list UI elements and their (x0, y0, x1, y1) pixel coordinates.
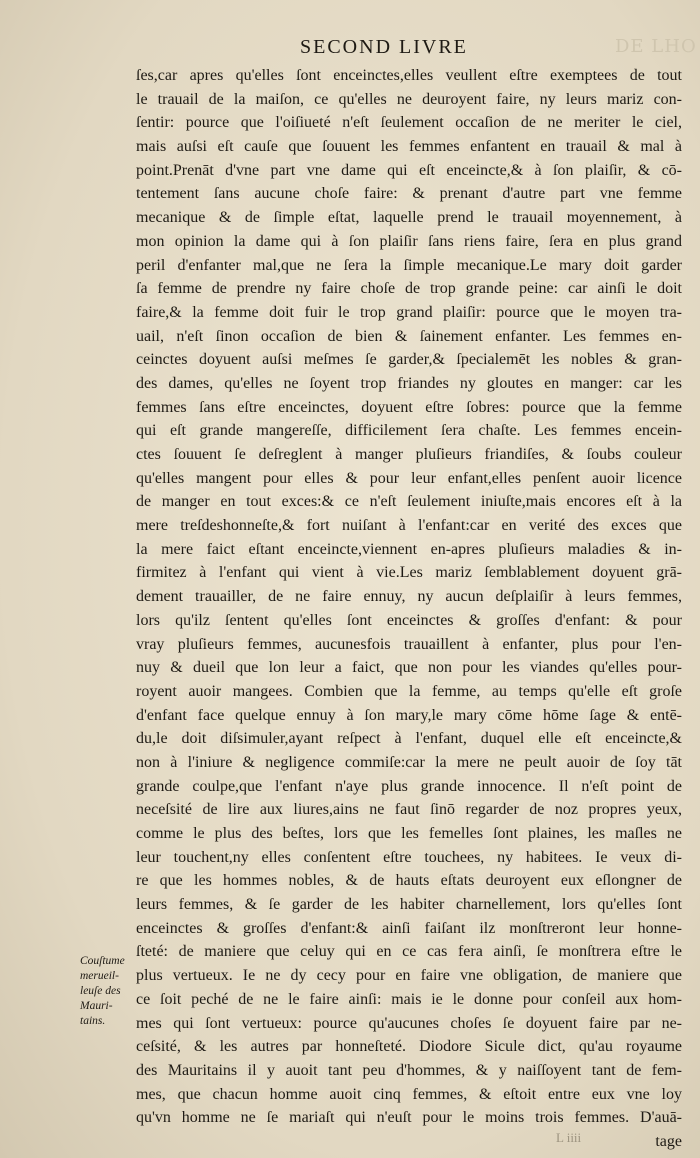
text-line: femmes ſans eſtre enceinctes, doyuent eſtre ſobres: pource que la femme (136, 398, 682, 416)
text-line: grande coulpe,que l'enfant n'aye plus grande innocence. Il n'eſt point de (136, 777, 682, 795)
text-line: peril d'enfanter mal,que ne ſera la ſimple mecanique.Le mary doit garder (136, 256, 682, 274)
text-line: la mere faict eſtant enceincte,viennent en-apres pluſieurs maladies & in- (136, 540, 682, 558)
text-line: royent auoir mangees. Combien que la femme, au temps qu'elle eſt groſe (136, 682, 682, 700)
text-line: qui eſt grande mangereſſe, difficilement ſera chaſte. Les femmes encein- (136, 422, 682, 440)
text-line: ſa femme de prendre ny faire choſe de trop grande peine: car ainſi le doit (136, 280, 682, 298)
text-line: neceſsité de lire aux liures,ains ne faut ſinō regarder de noz propres yeux, (136, 801, 682, 819)
running-title: SECOND LIVRE (300, 36, 468, 58)
text-line: leurs femmes, & ſe garder de les habiter charnellement, lors qu'elles ſont (136, 896, 682, 914)
text-line: de manger en tout exces:& ce n'eſt ſeulement iniuſte,mais encores eſt à la (136, 493, 682, 511)
text-line: ctes ſouuent ſe deſreglent à manger pluſieurs friandiſes, & ſoubs couleur (136, 446, 682, 463)
text-line: vray pluſieurs femmes, aucunesfois trauaillent à enfanter, plus pour l'en- (136, 635, 682, 653)
text-line: comme le plus des beſtes, lors que les femelles ſont plaines, les maſles ne (136, 825, 682, 842)
signature-mark: L iiii (556, 1130, 582, 1145)
text-line: non à l'iniure & negligence commiſe:car la mere ne peult auoir de ſoy tāt (136, 753, 682, 771)
text-line: leur touchent,ny elles conſentent eſtre touchees, ny habitees. Ie veux di- (136, 848, 682, 866)
text-line: d'enfant face quelque ennuy à ſon mary,le mary cōme hōme ſage & entē- (136, 706, 682, 724)
margin-note-line: Couſtume (80, 955, 125, 967)
text-line: enceinctes & groſſes d'enfant:& ainſi faiſant ilz monſtreront leur honne- (136, 919, 682, 937)
text-line: dement trauailler, de ne faire ennuy, ny aucun deſplaiſir à leurs femmes, (136, 588, 682, 606)
text-line: mecanique & de ſimple eſtat, laquelle prend le trauail moyennement, à (136, 209, 682, 227)
text-line: plus vertueux. Ie ne dy cecy pour en faire vne obligation, de maniere que (136, 967, 682, 985)
text-line: point.Prenāt d'vne part vne dame qui eſt enceincte,& à ſon plaiſir, & cō- (136, 161, 682, 179)
text-line: re que les hommes nobles, & de hauts eſtats deuroyent eux eſlongner de (136, 872, 682, 890)
text-line: ceinctes doyuent auſsi meſmes ſe garder,& ſpecialemēt les nobles & gran- (136, 351, 682, 369)
text-line: faire,& la femme doit fuir le trop grand plaiſir: pource que le moyen tra- (136, 303, 682, 321)
margin-note-line: Mauri- (80, 1000, 113, 1012)
text-line: mais auſsi eſt cauſe que ſouuent les femmes enfantent en trauail & mal à (136, 138, 682, 156)
text-line: nuy & dueil que lon leur a faict, que non pour les viandes qu'elles pour- (136, 659, 682, 677)
text-line: mere treſdeshonneſte,& fort nuiſant à l'enfant:car en verité des exces que (136, 517, 682, 535)
text-line: ſes,car apres qu'elles ſont enceinctes,elles veullent eſtre exemptees de tout (136, 67, 682, 84)
text-line: tentement ſans aucune choſe faire: & prenant d'autre part vne femme (136, 185, 682, 203)
text-line: mes qui ſont vertueux: pource qu'aucunes choſes ſe doyuent faire par ne- (136, 1014, 682, 1032)
text-line: ſteté: de maniere que celuy qui en ce cas fera ainſi, ſe monſtrera eſtre le (136, 943, 682, 961)
text-line: ceſsité, & les autres par honneſteté. Diodore Sicule dict, qu'au royaume (136, 1038, 682, 1056)
text-line: des Mauritains il y auoit tant peu d'hommes, & y naiſſoyent tant de fem- (136, 1061, 682, 1079)
text-line: firmitez à l'enfant qui vient à vie.Les mariz ſemblablement doyuent grā- (136, 564, 682, 582)
text-line: tage (655, 1132, 682, 1150)
margin-note-line: merueil- (80, 970, 119, 982)
show-through-text: DE LHO (615, 36, 697, 57)
text-line: mon opinion la dame qui à ſon plaiſir ſans riens faire, ſera en plus grand (136, 232, 682, 250)
margin-note (80, 954, 132, 1029)
margin-note-line: tains. (80, 1015, 106, 1027)
text-line: uail, n'eſt ſinon occaſion de bien & ſainement enfanter. Les femmes en- (136, 327, 682, 345)
text-line: qu'vn homme ne ſe mariaſt qui n'euſt pour le moins trois femmes. D'auā- (136, 1109, 682, 1127)
text-line: des dames, qu'elles ne ſoyent trop friandes ny gloutes en manger: car les (136, 374, 682, 392)
text-line: ce ſoit peché de ne le faire ainſi: mais ie le donne pour conſeil aux hom- (136, 990, 682, 1008)
text-line: du,le doit diſsimuler,ayant reſpect à l'enfant, duquel elle eſt enceincte,& (136, 730, 682, 748)
text-line: lors qu'ilz ſentent qu'elles ſont enceinctes & groſſes d'enfant: & pour (136, 611, 682, 629)
margin-note-line: leuſe des (80, 985, 121, 997)
text-line: le trauail de la maiſon, ce qu'elles ne deuroyent faire, ny leurs mariz con- (136, 90, 682, 108)
body-text (136, 64, 682, 1154)
text-line: mes, que chacun homme auoit cinq femmes, & eſtoit entre eux vne loy (136, 1085, 682, 1103)
text-line: qu'elles mangent pour elles & pour leur enfant,elles penſent auoir licence (136, 469, 682, 487)
text-line: ſentir: pource que l'oiſiueté n'eſt ſeulement occaſion de ne meriter le ciel, (136, 114, 682, 132)
